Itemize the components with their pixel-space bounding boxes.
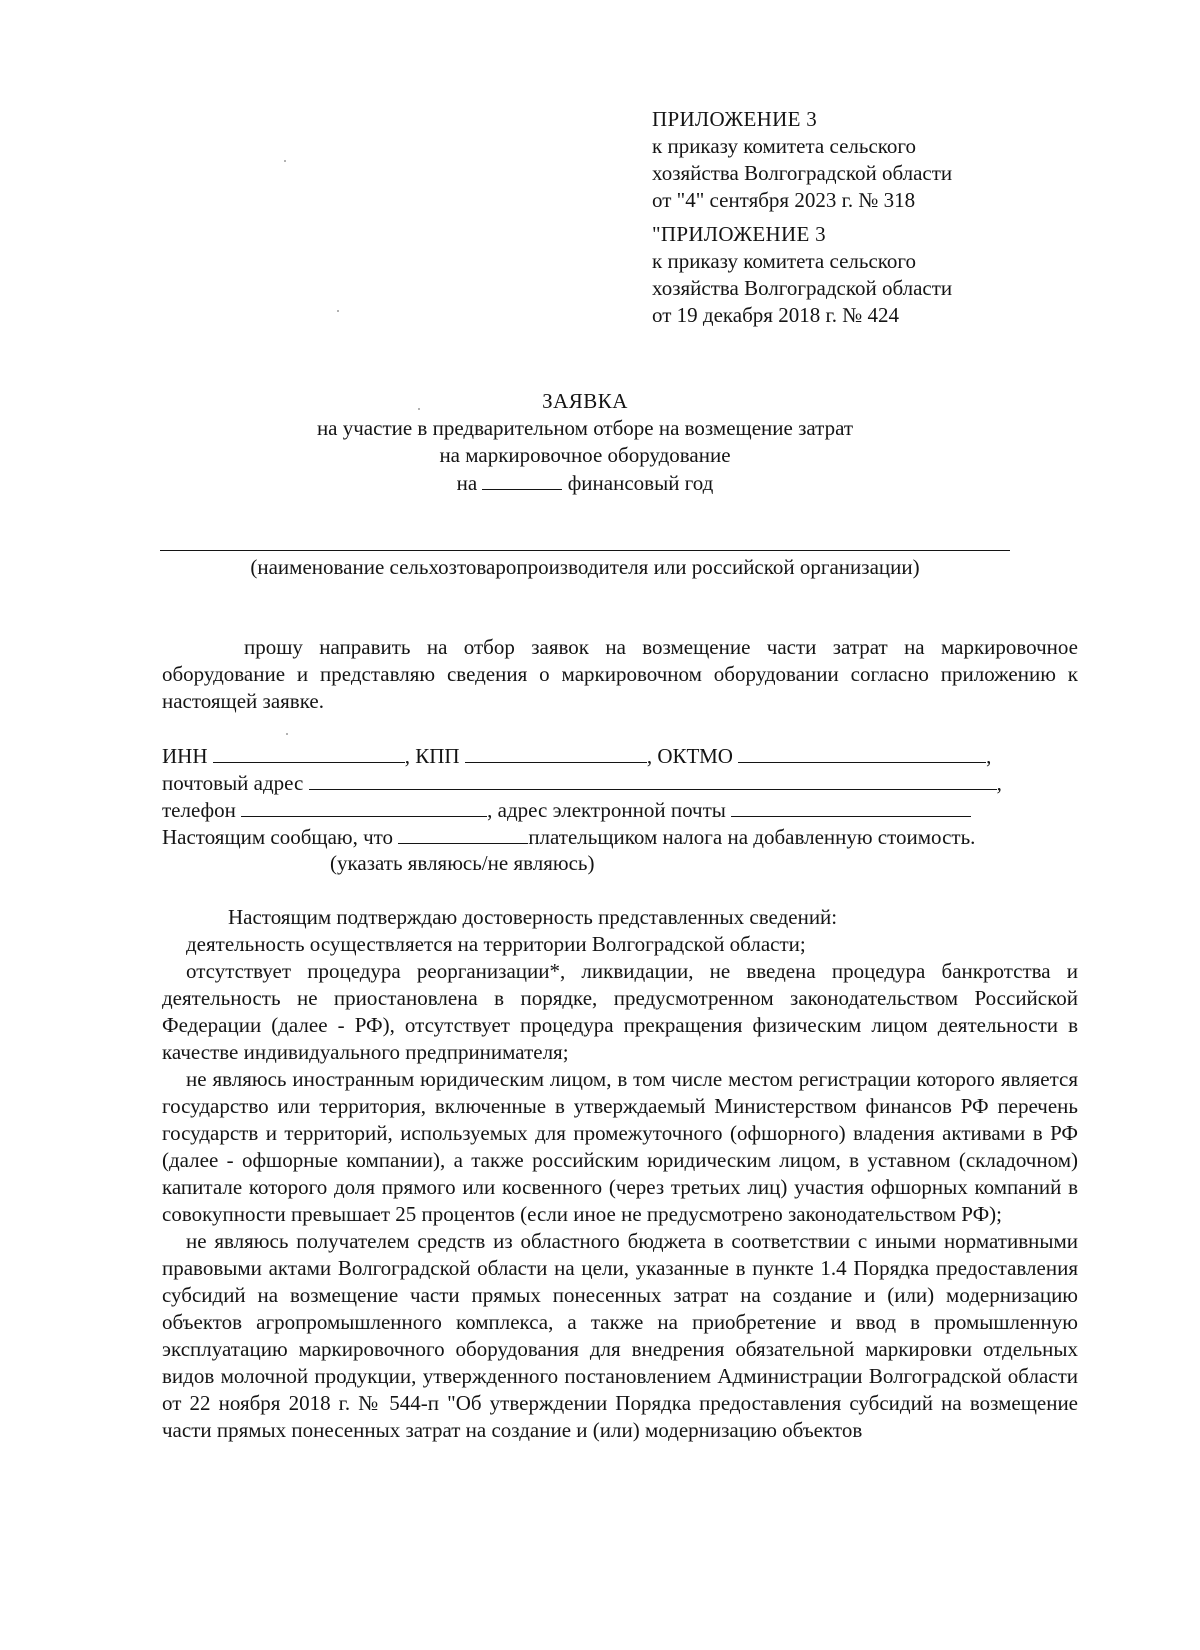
vat-prefix: Настоящим сообщаю, что <box>162 825 394 849</box>
kpp-blank[interactable] <box>465 742 647 763</box>
year-blank[interactable] <box>482 469 562 490</box>
row-end-comma: , <box>986 744 992 768</box>
appendix-title: ПРИЛОЖЕНИЕ 3 <box>652 107 818 131</box>
appendix-original <box>652 221 1072 329</box>
email-label: , адрес электронной почты <box>487 798 726 822</box>
row-vat <box>162 823 1082 850</box>
heading-line: на маркировочное оборудование <box>439 443 731 467</box>
scan-speck <box>284 160 286 162</box>
request-text: прошу направить на отбор заявок на возмещение части затрат на маркировочное оборудование и представляю сведения о маркировочном оборудовании согласно приложению к настоящей заявке. <box>162 635 1078 713</box>
confirmation-item-text: не являюсь получателем средств из областного бюджета в соответствии с иными нормативными правовыми актами Волгоградской области на цели, указанные в пункте 1.4 Порядка предоставления субсидий на возмещение части прямых понесенных затрат на создание и (или) модернизацию объектов агропромышленного комплекса, а также на приобретение и ввод в промышленную эксплуатацию маркировочного оборудования для внедрения обязательной маркировки отдельных видов молочной продукции, утвержденного постановлением Администрации Волгоградской области от 22 ноября 2018 г. № 544-п "Об утверждении Порядка предоставления субсидий на возмещение части прямых понесенных затрат на создание и (или) модернизацию объектов <box>162 1229 1078 1442</box>
inn-label: ИНН <box>162 744 208 768</box>
inn-blank[interactable] <box>213 742 405 763</box>
requisites-block <box>162 742 1082 875</box>
confirmation-item-text: не являюсь иностранным юридическим лицом, в том числе местом регистрации которого является государство или территория, включенные в утверждаемый Министерством финансов РФ перечень государств и территорий, используемых для промежуточного (офшорного) владения активами в РФ (далее - офшорные компании), а также российским юридическим лицом, в уставном (складочном) капитале которого доля прямого или косвенного (через третьих лиц) участия офшорных компаний в совокупности превышает 25 процентов (если иное не предусмотрено законодательством РФ); <box>162 1067 1078 1226</box>
oktmo-blank[interactable] <box>738 742 986 763</box>
row-end-comma: , <box>996 771 1002 795</box>
applicant-name-blank[interactable] <box>160 550 1010 551</box>
postal-label: почтовый адрес <box>162 771 304 795</box>
confirmation-block <box>162 904 1078 1444</box>
heading-title: ЗАЯВКА <box>542 389 628 413</box>
confirmation-lead: Настоящим подтверждаю достоверность представленных сведений: <box>228 905 838 929</box>
confirmation-item <box>162 958 1078 1066</box>
kpp-label: , КПП <box>404 744 460 768</box>
confirmation-item-text: отсутствует процедура реорганизации*, ликвидации, не введена процедура банкротства и деятельность не приостановлена в порядке, предусмотренном законодательством Российской Федерации (далее - РФ), отсутствует процедура прекращения физическим лицом деятельности в качестве индивидуального предпринимателя; <box>162 959 1078 1064</box>
phone-blank[interactable] <box>241 796 487 817</box>
vat-status-blank[interactable] <box>398 823 528 844</box>
vat-hint: (указать являюсь/не являюсь) <box>330 851 595 875</box>
confirmation-item <box>162 1066 1078 1228</box>
postal-blank[interactable] <box>309 769 997 790</box>
appendix-title: "ПРИЛОЖЕНИЕ 3 <box>652 222 826 246</box>
confirmation-item <box>162 931 1078 958</box>
confirmation-item <box>162 1228 1078 1444</box>
scan-speck <box>286 733 288 735</box>
row-postal <box>162 769 1082 796</box>
email-blank[interactable] <box>731 796 971 817</box>
heading-year-suffix: финансовый год <box>567 471 714 495</box>
appendix-line: от "4" сентября 2023 г. № 318 <box>652 188 916 212</box>
phone-label: телефон <box>162 798 236 822</box>
appendix-line: от 19 декабря 2018 г. № 424 <box>652 303 899 327</box>
applicant-name-caption: (наименование сельхозтоваропроизводителя или российской организации) <box>250 555 920 579</box>
row-phone-email <box>162 796 1082 823</box>
heading-year-line <box>160 469 1010 497</box>
appendix-line: к приказу комитета сельского <box>652 249 917 273</box>
appendix-line: к приказу комитета сельского <box>652 134 917 158</box>
appendix-line: хозяйства Волгоградской области <box>652 276 953 300</box>
appendix-current <box>652 106 1072 214</box>
vat-suffix: плательщиком налога на добавленную стоимость. <box>528 825 976 849</box>
application-heading <box>160 388 1010 497</box>
row-inn-kpp-oktmo <box>162 742 1082 769</box>
appendix-line: хозяйства Волгоградской области <box>652 161 953 185</box>
request-paragraph <box>162 634 1078 715</box>
scan-speck <box>337 310 339 312</box>
heading-line: на участие в предварительном отборе на возмещение затрат <box>316 416 854 440</box>
oktmo-label: , ОКТМО <box>646 744 733 768</box>
heading-year-prefix: на <box>456 471 478 495</box>
confirmation-item-text: деятельность осуществляется на территории Волгоградской области; <box>186 932 806 956</box>
